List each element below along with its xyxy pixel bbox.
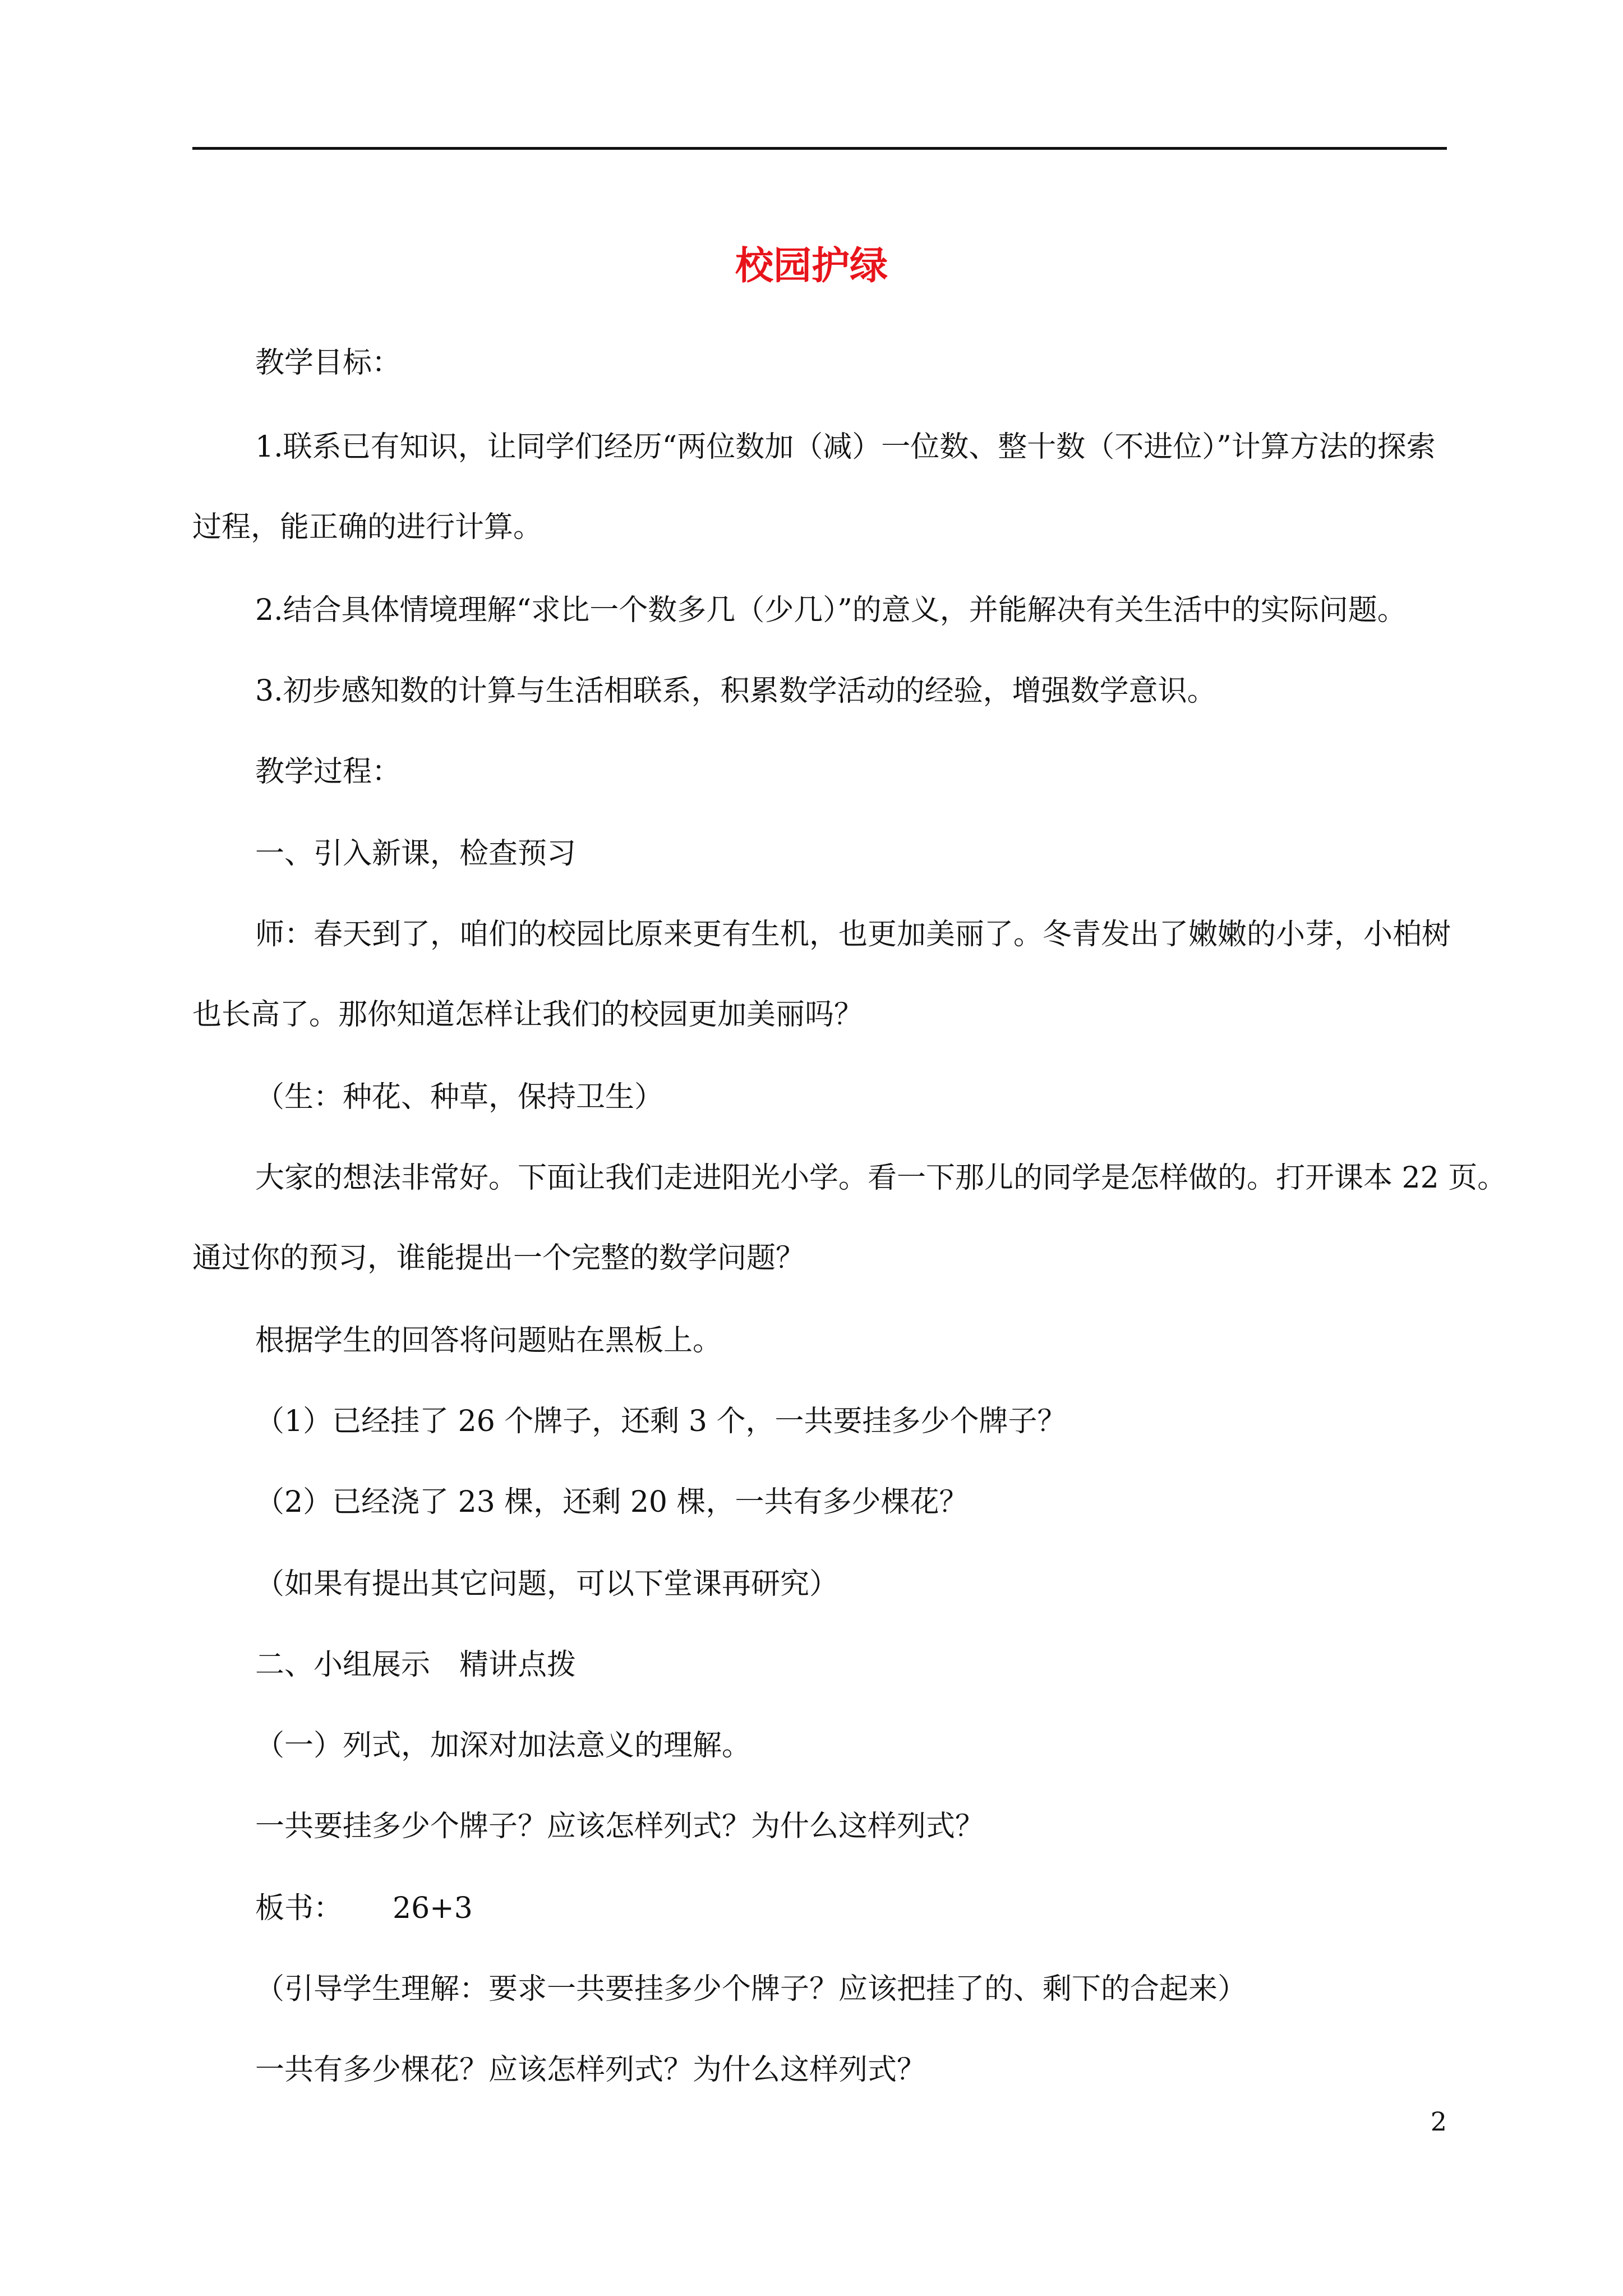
goal-1-line-1: 1.联系已有知识，让同学们经历“两位数加（减）一位数、整十数（不进位）”计算方法的探索: [255, 430, 1436, 464]
ask-flowers-question: 一共有多少棵花？应该怎样列式？为什么这样列式？: [255, 2053, 926, 2087]
teacher-intro-line-2: 也长高了。那你知道怎样让我们的校园更加美丽吗？: [192, 998, 864, 1032]
process-heading: 教学过程：: [255, 755, 402, 789]
page-number: 2: [1430, 2106, 1447, 2137]
header-rule: [192, 147, 1447, 150]
teacher-intro-line-1: 师：春天到了，咱们的校园比原来更有生机，也更加美丽了。冬青发出了嫩嫩的小芽，小柏树: [255, 918, 1451, 951]
guide-note: （引导学生理解：要求一共要挂多少个牌子？应该把挂了的、剩下的合起来）: [255, 1972, 1247, 2006]
board-writing: [255, 1888, 1447, 1929]
student-answer: （生：种花、种草，保持卫生）: [255, 1080, 664, 1114]
goal-1-line-2: 过程，能正确的进行计算。: [192, 510, 543, 544]
section-1-heading: 一、引入新课，检查预习: [255, 837, 577, 871]
idea-paragraph: [192, 1158, 1507, 1278]
idea-line-2: 通过你的预习，谁能提出一个完整的数学问题？: [192, 1241, 805, 1275]
ask-signs-question: 一共要挂多少个牌子？应该怎样列式？为什么这样列式？: [255, 1810, 985, 1843]
goals-heading: 教学目标：: [255, 346, 402, 380]
goal-1: [192, 427, 1447, 547]
board-note: 根据学生的回答将问题贴在黑板上。: [255, 1324, 722, 1358]
page-title: 校园护绿: [735, 243, 888, 288]
goal-3: 3.初步感知数的计算与生活相联系，积累数学活动的经验，增强数学意识。: [255, 674, 1216, 708]
goal-2: 2.结合具体情境理解“求比一个数多几（少几）”的意义，并能解决有关生活中的实际问题。: [255, 593, 1407, 627]
question-2: （2）已经浇了 23 棵，还剩 20 棵，一共有多少棵花？: [255, 1485, 969, 1519]
other-questions-note: （如果有提出其它问题，可以下堂课再研究）: [255, 1567, 839, 1601]
section-2-heading: 二、小组展示 精讲点拨: [255, 1648, 577, 1682]
teacher-intro: [192, 914, 1451, 1035]
board-label: 板书：: [255, 1892, 343, 1925]
subsection-1-heading: （一）列式，加深对加法意义的理解。: [255, 1729, 751, 1763]
idea-line-1: 大家的想法非常好。下面让我们走进阳光小学。看一下那儿的同学是怎样做的。打开课本 22 页。: [255, 1161, 1507, 1195]
question-1: （1）已经挂了 26 个牌子，还剩 3 个，一共要挂多少个牌子？: [255, 1405, 1067, 1438]
board-expression: 26+3: [393, 1892, 473, 1925]
